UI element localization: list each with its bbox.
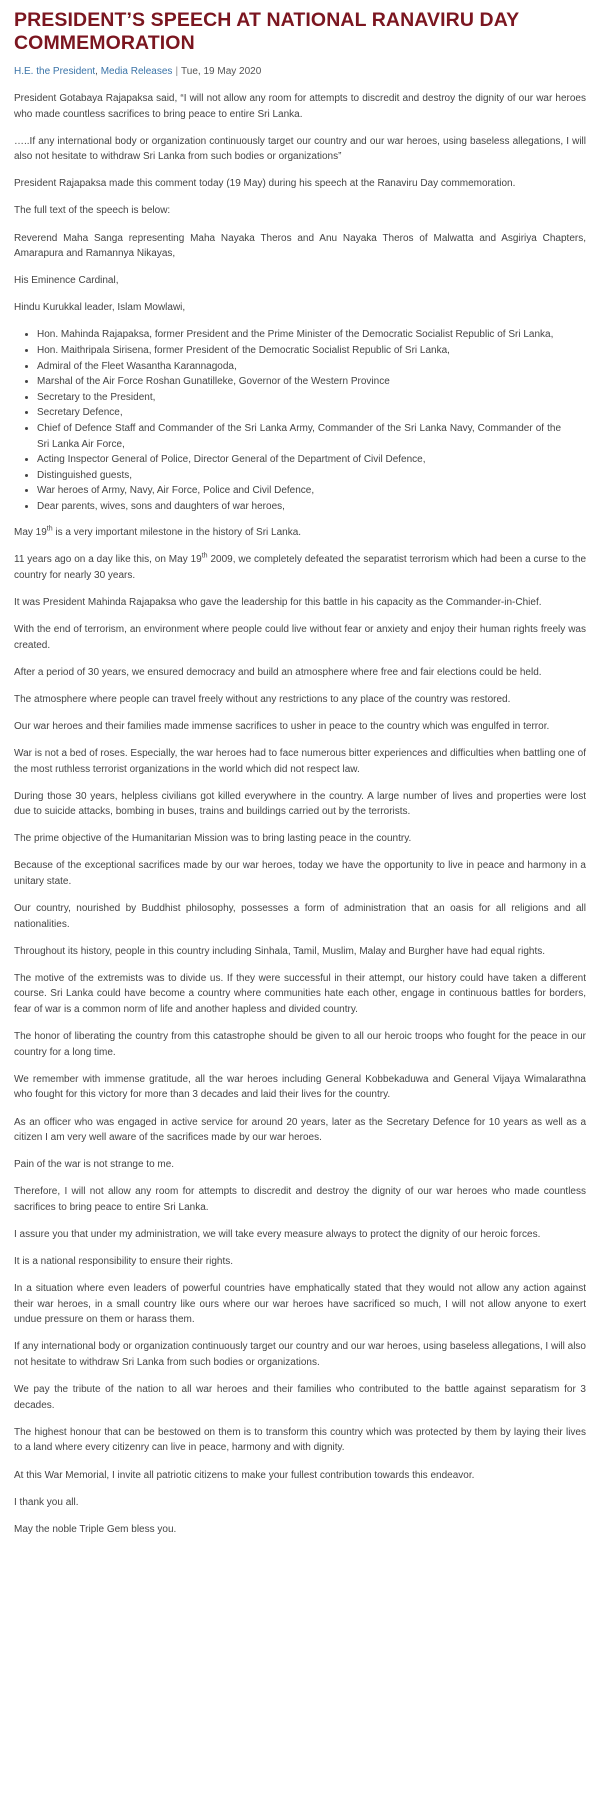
speech-paragraph: We remember with immense gratitude, all the war heroes including General Kobbekaduwa and General Vijaya Wimalarathna who fought for this victory for more than 3 decades and laid their lives for the country. bbox=[14, 1073, 586, 1101]
speech-paragraph: In a situation where even leaders of powerful countries have emphatically stated that they would not allow any action against their war heroes, in a small country like ours where our war heroes have sacrificed so much, I will not allow anyone to exert undue pressure on them or harass them. bbox=[14, 1283, 586, 1326]
publish-date: Tue, 19 May 2020 bbox=[181, 66, 262, 77]
author-link[interactable]: H.E. the President bbox=[14, 66, 96, 77]
ordinal-suffix: th bbox=[201, 552, 208, 560]
speech-paragraph: May the noble Triple Gem bless you. bbox=[14, 1523, 177, 1535]
speech-paragraph: The highest honour that can be bestowed on them is to transform this country which was protected by them by laying their lives to a land where every citizenry can live in peace, harmony and with dignity. bbox=[14, 1426, 586, 1454]
dignitary-item: • War heroes of Army, Navy, Air Force, Police and Civil Defence, bbox=[37, 483, 586, 499]
milestone-paragraph bbox=[14, 525, 586, 541]
dignitary-item: • Acting Inspector General of Police, Director General of the Department of Civil Defence, bbox=[37, 452, 586, 468]
dignitaries-list bbox=[14, 327, 586, 514]
dignitary-item: • Distinguished guests, bbox=[37, 468, 586, 484]
speech-paragraph: Pain of the war is not strange to me. bbox=[14, 1159, 175, 1171]
dignitary-item: • Hon. Mahinda Rajapaksa, former President and the Prime Minister of the Democratic Socialist Republic of Sri Lanka, bbox=[37, 327, 586, 343]
speech-paragraph: Therefore, I will not allow any room for attempts to discredit and destroy the dignity of our war heroes who made countless sacrifices to bring peace to entire Sri Lanka. bbox=[14, 1186, 586, 1213]
dignitary-item: • Admiral of the Fleet Wasantha Karannagoda, bbox=[37, 359, 586, 375]
dignitary-item: • Secretary to the President, bbox=[37, 390, 586, 406]
dignitary-item: • Dear parents, wives, sons and daughters of war heroes, bbox=[37, 499, 586, 515]
victory-paragraph bbox=[14, 552, 586, 583]
intro-paragraph: President Rajapaksa made this comment today (19 May) during his speech at the Ranaviru Day commemoration. bbox=[14, 178, 516, 190]
speech-paragraph: Our country, nourished by Buddhist philosophy, possesses a form of administration that an oasis for all religions and all nationalities. bbox=[14, 903, 586, 930]
intro-paragraph: Hindu Kurukkal leader, Islam Mowlawi, bbox=[14, 302, 186, 314]
intro-paragraph: …..If any international body or organization continuously target our country and our war heroes, using baseless allegations, I will also not hesitate to withdraw Sri Lanka from such bodies or organizations” bbox=[14, 135, 586, 163]
intro-paragraph: President Gotabaya Rajapaksa said, “I will not allow any room for attempts to discredit and destroy the dignity of our war heroes who made countless sacrifices to bring peace to entire Sri Lanka. bbox=[14, 93, 586, 120]
speech-paragraph: Throughout its history, people in this country including Sinhala, Tamil, Muslim, Malay and Burgher have had equal rights. bbox=[14, 945, 546, 957]
speech-paragraph: During those 30 years, helpless civilians got killed everywhere in the country. A large number of lives and properties were lost due to suicide attacks, bombing in buses, trains and buildings carried out by the terrorists. bbox=[14, 790, 586, 818]
article-body bbox=[14, 91, 586, 1537]
category-link[interactable]: Media Releases bbox=[100, 66, 173, 77]
ordinal-suffix: th bbox=[46, 525, 53, 533]
meta-comma: , bbox=[95, 66, 101, 77]
speech-paragraph: As an officer who was engaged in active service for around 20 years, later as the Secretary Defence for 10 years as well as a citizen I am very well aware of the sacrifices made by our war heroes. bbox=[14, 1116, 586, 1144]
dignitary-item: • Chief of Defence Staff and Commander of the Sri Lanka Army, Commander of the Sri Lanka Navy, Commander of the Sri Lanka Air Force, bbox=[37, 421, 586, 452]
speech-paragraph: It was President Mahinda Rajapaksa who gave the leadership for this battle in his capacity as the Commander-in-Chief. bbox=[14, 596, 542, 608]
speech-paragraph: Our war heroes and their families made immense sacrifices to usher in peace to the country which was engulfed in terror. bbox=[14, 720, 550, 732]
speech-paragraph: War is not a bed of roses. Especially, the war heroes had to face numerous bitter experiences and difficulties when battling one of the most ruthless terrorist organizations in the world which did not respect law. bbox=[14, 747, 586, 775]
article-title: PRESIDENT’S SPEECH AT NATIONAL RANAVIRU DAY COMMEMORATION bbox=[14, 9, 519, 54]
meta-separator: | bbox=[175, 66, 179, 77]
speech-paragraph: I assure you that under my administration, we will take every measure always to protect the dignity of our heroic forces. bbox=[14, 1228, 541, 1240]
speech-paragraph: After a period of 30 years, we ensured democracy and build an atmosphere where free and fair elections could be held. bbox=[14, 666, 542, 678]
intro-paragraph: Reverend Maha Sanga representing Maha Nayaka Theros and Anu Nayaka Theros of Malwatta and Asgiriya Chapters, Amarapura and Ramannya Nikayas, bbox=[14, 232, 586, 260]
speech-paragraph: The motive of the extremists was to divide us. If they were successful in their attempt, our history could have taken a different course. Sri Lanka could have become a country where communities hate each other, engage in continuous battles for borders, fear of war is a common norm of life and another hapless and divided country. bbox=[14, 972, 586, 1016]
speech-paragraph: The honor of liberating the country from this catastrophe should be given to all our heroic troops who fought for the peace in our country for a long time. bbox=[14, 1031, 586, 1058]
speech-paragraph: Because of the exceptional sacrifices made by our war heroes, today we have the opportunity to live in peace and harmony in a unitary state. bbox=[14, 860, 586, 887]
dignitary-item: • Hon. Maithripala Sirisena, former President of the Democratic Socialist Republic of Sri Lanka, bbox=[37, 343, 586, 359]
intro-paragraph: His Eminence Cardinal, bbox=[14, 275, 119, 287]
speech-paragraph: If any international body or organization continuously target our country and our war heroes, using baseless allegations, I will also not hesitate to withdraw Sri Lanka from such bodies or organizations. bbox=[14, 1341, 586, 1369]
speech-paragraph: At this War Memorial, I invite all patriotic citizens to make your fullest contribution towards this endeavor. bbox=[14, 1469, 475, 1481]
dignitary-item: • Secretary Defence, bbox=[37, 405, 586, 421]
milestone-text: May 19 bbox=[14, 527, 47, 539]
speech-paragraph: I thank you all. bbox=[14, 1496, 79, 1508]
victory-text-rest: 2009, we completely defeated the separatist terrorism which had been a curse to the country for nearly 30 years. bbox=[14, 554, 587, 581]
speech-paragraph: It is a national responsibility to ensure their rights. bbox=[14, 1256, 233, 1268]
dignitary-item: • Marshal of the Air Force Roshan Gunatilleke, Governor of the Western Province bbox=[37, 374, 586, 390]
article-meta bbox=[14, 65, 586, 79]
milestone-text-rest: is a very important milestone in the history of Sri Lanka. bbox=[52, 527, 302, 539]
intro-paragraphs bbox=[14, 91, 586, 316]
victory-text: 11 years ago on a day like this, on May 19 bbox=[14, 554, 202, 566]
speech-paragraph: We pay the tribute of the nation to all war heroes and their families who contributed to the battle against separatism for 3 decades. bbox=[14, 1384, 586, 1411]
speech-paragraph: With the end of terrorism, an environment where people could live without fear or anxiety and enjoy their human rights freely was created. bbox=[14, 623, 586, 651]
speech-paragraph: The prime objective of the Humanitarian Mission was to bring lasting peace in the country. bbox=[14, 833, 412, 845]
speech-paragraphs bbox=[14, 595, 586, 1537]
speech-paragraph: The atmosphere where people can travel freely without any restrictions to any place of the country was restored. bbox=[14, 693, 511, 705]
intro-paragraph: The full text of the speech is below: bbox=[14, 205, 171, 217]
